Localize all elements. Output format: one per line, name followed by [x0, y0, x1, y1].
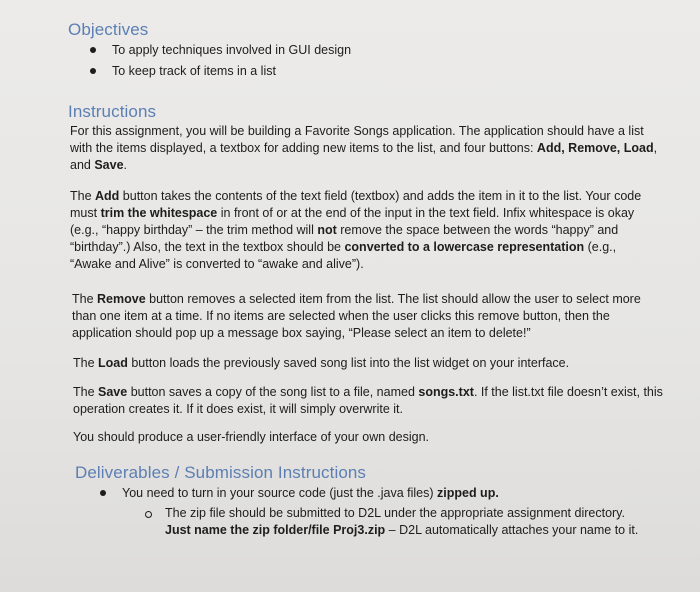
instructions-paragraph-5: The Save button saves a copy of the song list to a file, named songs.txt. If the list.txt file doesn’t exist, this operation creates it. If it does exist, it will simply overwrite it.: [73, 385, 663, 416]
bullet-icon: [90, 47, 96, 53]
deliverables-heading: Deliverables / Submission Instructions: [75, 463, 367, 482]
instructions-paragraph-2: The Add button takes the contents of the text field (textbox) and adds the item in it to the list. Your code must trim the whitespace in front of or at the end of the input in the text field. Infix whitespace is okay (e.g., “happy birthday” – the trim method will not remove the space between the words “happy” and “birthday”.) Also, the text in the textbox should be converted to a lowercase representation (e.g., “Awake and Alive” is converted to “awake and alive”).: [70, 189, 642, 271]
bullet-icon: [100, 490, 106, 496]
deliverables-list: [122, 483, 499, 504]
objective-item: To keep track of items in a list: [112, 61, 351, 82]
objectives-list: [112, 40, 351, 82]
instructions-paragraph-1: For this assignment, you will be building a Favorite Songs application. The application should have a list with the items displayed, a textbox for adding new items to the list, and four buttons: Add, Remove, Load, and Save.: [70, 124, 658, 172]
bullet-icon: [90, 68, 96, 74]
objectives-heading: Objectives: [68, 20, 149, 39]
instructions-paragraph-4: The Load button loads the previously saved song list into the list widget on your interface.: [73, 356, 570, 370]
deliverable-item: You need to turn in your source code (just the .java files) zipped up.: [122, 483, 499, 504]
objective-item: To apply techniques involved in GUI design: [112, 40, 351, 61]
deliverables-sublist: [165, 505, 645, 539]
instructions-heading: Instructions: [68, 102, 157, 121]
deliverable-subitem: The zip file should be submitted to D2L under the appropriate assignment directory. Just name the zip folder/file Proj3.zip – D2L automatically attaches your name to it.: [165, 505, 645, 539]
instructions-paragraph-3: The Remove button removes a selected item from the list. The list should allow the user to select more than one item at a time. If no items are selected when the user clicks this remove button, then the application should pop up a message box saying, “Please select an item to delete!”: [72, 292, 641, 340]
instructions-paragraph-6: You should produce a user-friendly interface of your own design.: [73, 430, 430, 444]
circle-bullet-icon: [145, 511, 152, 518]
